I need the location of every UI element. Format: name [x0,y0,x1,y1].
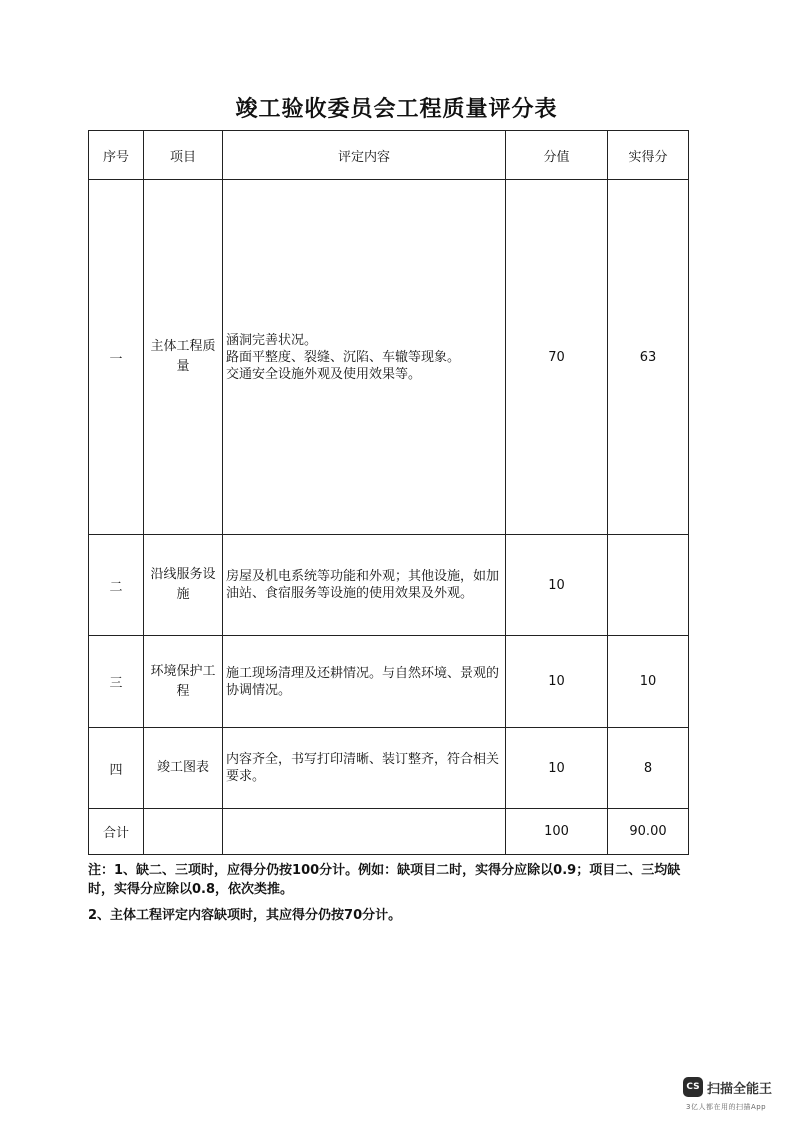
header-no: 序号 [89,131,144,180]
total-item-empty [144,809,223,855]
row-score: 10 [506,535,608,636]
note-2: 2、主体工程评定内容缺项时，其应得分仍按70分计。 [88,908,402,923]
table-row [89,180,689,535]
watermark-tagline: 3亿人都在用的扫描App [686,1103,767,1111]
row-item: 环境保护工程 [144,636,223,728]
row-score: 70 [506,180,608,535]
row-actual: 8 [608,728,689,809]
table-row [89,636,689,728]
row-actual: 63 [608,180,689,535]
row-no: 四 [89,728,144,809]
header-content: 评定内容 [223,131,506,180]
total-content-empty [223,809,506,855]
header-row [89,131,689,180]
note-1: 注：1、缺二、三项时，应得分仍按100分计。例如：缺项目二时，实得分应除以0.9；项目二、三均缺时，实得分应除以0.8，依次类推。 [88,863,681,897]
row-score: 10 [506,728,608,809]
row-score: 10 [506,636,608,728]
total-row [89,809,689,855]
total-actual: 90.00 [608,809,689,855]
row-item: 竣工图表 [144,728,223,809]
total-label: 合计 [89,809,144,855]
scanner-watermark [683,1077,783,1117]
row-actual [608,535,689,636]
header-actual: 实得分 [608,131,689,180]
cs-logo-icon: CS [683,1077,703,1097]
row-item: 沿线服务设施 [144,535,223,636]
row-no: 一 [89,180,144,535]
row-content: 内容齐全，书写打印清晰、装订整齐，符合相关要求。 [223,728,506,809]
table-row [89,535,689,636]
table-row [89,728,689,809]
header-score: 分值 [506,131,608,180]
row-content: 房屋及机电系统等功能和外观；其他设施，如加油站、食宿服务等设施的使用效果及外观。 [223,535,506,636]
total-score: 100 [506,809,608,855]
header-item: 项目 [144,131,223,180]
watermark-name: 扫描全能王 [707,1082,773,1097]
page-title: 竣工验收委员会工程质量评分表 [235,97,558,122]
row-item: 主体工程质量 [144,180,223,535]
score-table [88,130,689,855]
row-content: 施工现场清理及还耕情况。与自然环境、景观的协调情况。 [223,636,506,728]
row-no: 三 [89,636,144,728]
row-no: 二 [89,535,144,636]
row-actual: 10 [608,636,689,728]
row-content: 涵洞完善状况。 路面平整度、裂缝、沉陷、车辙等现象。 交通安全设施外观及使用效果等。 [223,180,506,535]
